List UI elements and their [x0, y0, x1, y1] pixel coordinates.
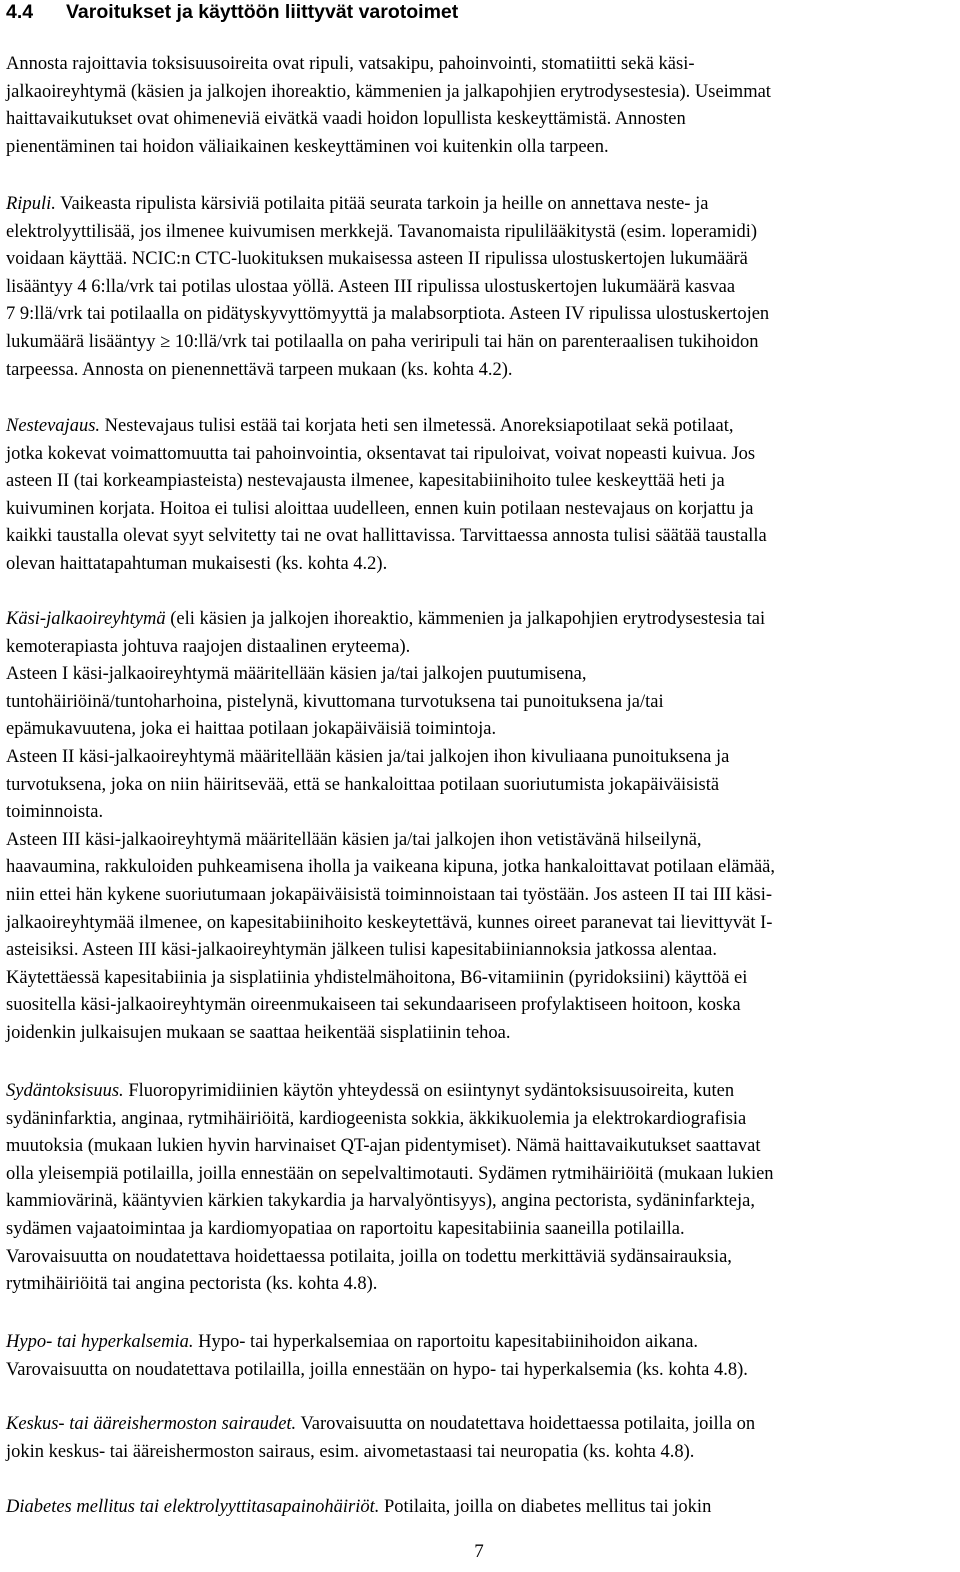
paragraph-sydantoksisuus — [6, 1078, 952, 1299]
section-title: Varoitukset ja käyttöön liittyvät varotoimet — [66, 1, 459, 23]
paragraph-ripuli — [6, 191, 952, 384]
text-line: jotka kokevat voimattomuutta tai pahoinvointia, oksentavat tai ripuloivat, voivat nopeasti kuivua. Jos — [6, 443, 756, 464]
paragraph-lead: Ripuli. — [6, 194, 56, 214]
text-line: sydämen vajaatoimintaa ja kardiomyopatiaa on raportoitu kapesitabiinia saaneilla potilailla. — [6, 1218, 685, 1239]
text-line: (eli käsien ja jalkojen ihoreaktio, kämmenien ja jalkapohjien erytrodysestesia tai — [165, 609, 766, 629]
text-line: niin ettei hän kykene suoriutumaan jokapäiväisistä toiminnoistaan tai työstään. Jos asteen II tai III käsi- — [6, 884, 773, 905]
text-line: voidaan käyttää. NCIC:n CTC-luokituksen mukaisessa asteen II ripulissa ulostuskertojen lukumäärä — [6, 249, 748, 270]
text-line: tuntohäiriöinä/tuntoharhoina, pistelynä, kivuttomana turvotuksena tai punoituksena ja/tai — [6, 691, 664, 712]
text-line: haavaumina, rakkuloiden puhkeamisena iholla ja vaikeana kipuna, jotka hankaloittavat potilaan elämää, — [6, 857, 776, 878]
text-line: Nestevajaus tulisi estää tai korjata heti sen ilmetessä. Anoreksiapotilaat sekä potilaat, — [100, 416, 734, 436]
paragraph-lead: Diabetes mellitus tai elektrolyyttitasapainohäiriöt. — [6, 1497, 380, 1517]
text-line: sydäninfarktia, anginaa, rytmihäiriöitä, kardiogeenista sokkia, äkkikuolemia ja elektrokardiografisia — [6, 1108, 747, 1129]
text-line: Asteen II käsi-jalkaoireyhtymä määritellään käsien ja/tai jalkojen ihon kivuliaana punoituksena ja — [6, 746, 730, 767]
paragraph-nestevajaus — [6, 413, 952, 579]
text-line: tarpeessa. Annosta on pienennettävä tarpeen mukaan (ks. kohta 4.2). — [6, 359, 513, 380]
text-line: epämukavuutena, joka ei haittaa potilaan jokapäiväisiä toimintoja. — [6, 719, 497, 740]
text-line: olevan haittatapahtuman mukaisesti (ks. kohta 4.2). — [6, 553, 388, 574]
text-line: kuivuminen korjata. Hoitoa ei tulisi aloittaa uudelleen, ennen kuin potilaan nestevajaus on korjattu ja — [6, 498, 754, 519]
page-number: 7 — [474, 1541, 484, 1562]
text-line: toiminnoista. — [6, 802, 104, 823]
text-line: Käytettäessä kapesitabiinia ja sisplatiinia yhdistelmähoitona, B6-vitamiinin (pyridoksiini) käyttöä ei — [6, 967, 748, 988]
text-line: suositella käsi-jalkaoireyhtymän oireenmukaiseen tai sekundaariseen profylaktiseen hoitoon, koska — [6, 995, 741, 1016]
paragraph-lead: Sydäntoksisuus. — [6, 1081, 124, 1101]
text-line: 7 9:llä/vrk tai potilaalla on pidätyskyvyttömyyttä ja malabsorptiota. Asteen IV ripulissa ulostuskertojen — [6, 304, 770, 325]
section-heading — [6, 0, 952, 24]
text-line: elektrolyyttilisää, jos ilmenee kuivumisen merkkejä. Tavanomaista ripulilääkitystä (esim. loperamidi) — [6, 221, 758, 242]
text-line: turvotuksena, joka on niin häiritsevää, että se hankaloittaa potilaan suoriutumista jokapäiväisistä — [6, 774, 720, 795]
text-line: kemoterapiasta johtuva raajojen distaalinen eryteema). — [6, 636, 411, 657]
text-line: Fluoropyrimidiinien käytön yhteydessä on esiintynyt sydäntoksisuusoireita, kuten — [123, 1081, 735, 1101]
text-line: jalkaoireyhtymää ilmenee, on kapesitabiinihoito keskeytettävä, kunnes oireet paranevat tai lievittyvät I- — [6, 912, 773, 933]
text-line: Asteen I käsi-jalkaoireyhtymä määritellään käsien ja/tai jalkojen puutumisena, — [6, 664, 587, 685]
text-line: Varovaisuutta on noudatettava hoidettaessa potilaita, joilla on — [296, 1414, 756, 1434]
paragraph-diabetes — [6, 1494, 952, 1522]
text-line: Annosta rajoittavia toksisuusoireita ovat ripuli, vatsakipu, pahoinvointi, stomatiitti sekä käsi- — [6, 54, 695, 74]
paragraph-hyperkalsemia — [6, 1329, 952, 1384]
paragraph-hermosto — [6, 1411, 952, 1466]
text-line: asteisiksi. Asteen III käsi-jalkaoireyhtymän jälkeen tulisi kapesitabiiniannoksia jatkossa alentaa. — [6, 940, 718, 961]
text-line: Varovaisuutta on noudatettava hoidettaessa potilaita, joilla on todettu merkittäviä sydänsairauksia, — [6, 1246, 732, 1267]
text-line: haittavaikutukset ovat ohimeneviä eivätkä vaadi hoidon lopullista keskeyttämistä. Annosten — [6, 109, 686, 130]
text-line: lukumäärä lisääntyy ≥ 10:llä/vrk tai potilaalla on paha veriripuli tai hän on parenteraalisen tukihoidon — [6, 331, 759, 352]
text-line: rytmihäiriöitä tai angina pectorista (ks. kohta 4.8). — [6, 1274, 378, 1295]
text-line: kaikki taustalla olevat syyt selvitetty tai ne ovat hallittavissa. Tarvittaessa annosta tulisi säätää taustalla — [6, 526, 767, 547]
paragraph-kasi-jalkaoireyhtyma — [6, 606, 952, 1048]
paragraph-lead: Nestevajaus. — [6, 416, 101, 436]
text-line: Potilaita, joilla on diabetes mellitus tai jokin — [379, 1497, 712, 1517]
text-line: jalkaoireyhtymä (käsien ja jalkojen ihoreaktio, kämmenien ja jalkapohjien erytrodysestesia). Useimmat — [6, 81, 771, 102]
text-line: jokin keskus- tai ääreishermoston sairaus, esim. aivometastaasi tai neuropatia (ks. kohta 4.8). — [6, 1441, 695, 1462]
paragraph-lead: Keskus- tai ääreishermoston sairaudet. — [6, 1414, 297, 1434]
text-line: pienentäminen tai hoidon väliaikainen keskeyttäminen voi kuitenkin olla tarpeen. — [6, 136, 609, 157]
text-line: muutoksia (mukaan lukien hyvin harvinaiset QT-ajan pidentymiset). Nämä haittavaikutukset saattavat — [6, 1136, 761, 1157]
text-line: Hypo- tai hyperkalsemiaa on raportoitu kapesitabiinihoidon aikana. — [193, 1332, 699, 1352]
text-line: kammiovärinä, kääntyvien kärkien takykardia ja harvalyöntisyys), angina pectorista, sydäninfarkteja, — [6, 1191, 755, 1212]
paragraph-intro — [6, 51, 952, 161]
paragraph-lead: Käsi-jalkaoireyhtymä — [6, 609, 166, 629]
text-line: joidenkin julkaisujen mukaan se saattaa heikentää sisplatiinin tehoa. — [6, 1022, 511, 1043]
text-line: Asteen III käsi-jalkaoireyhtymä määritellään käsien ja/tai jalkojen ihon vetistävänä hilseilynä, — [6, 829, 702, 850]
text-line: Vaikeasta ripulista kärsiviä potilaita pitää seurata tarkoin ja heille on annettava neste- ja — [55, 194, 709, 214]
section-number: 4.4 — [6, 1, 34, 23]
text-line: Varovaisuutta on noudatettava potilailla, joilla ennestään on hypo- tai hyperkalsemia (ks. kohta 4.8). — [6, 1359, 748, 1380]
text-line: asteen II (tai korkeampiasteista) nestevajausta ilmenee, kapesitabiinihoito tulee keskeyttää heti ja — [6, 471, 725, 492]
text-line: olla yleisempiä potilailla, joilla ennestään on sepelvaltimotauti. Sydämen rytmihäiriöitä (mukaan lukien — [6, 1163, 774, 1184]
paragraph-lead: Hypo- tai hyperkalsemia. — [6, 1332, 194, 1352]
text-line: lisääntyy 4 6:lla/vrk tai potilas ulostaa yöllä. Asteen III ripulissa ulostuskertojen lukumäärä kasvaa — [6, 276, 736, 297]
